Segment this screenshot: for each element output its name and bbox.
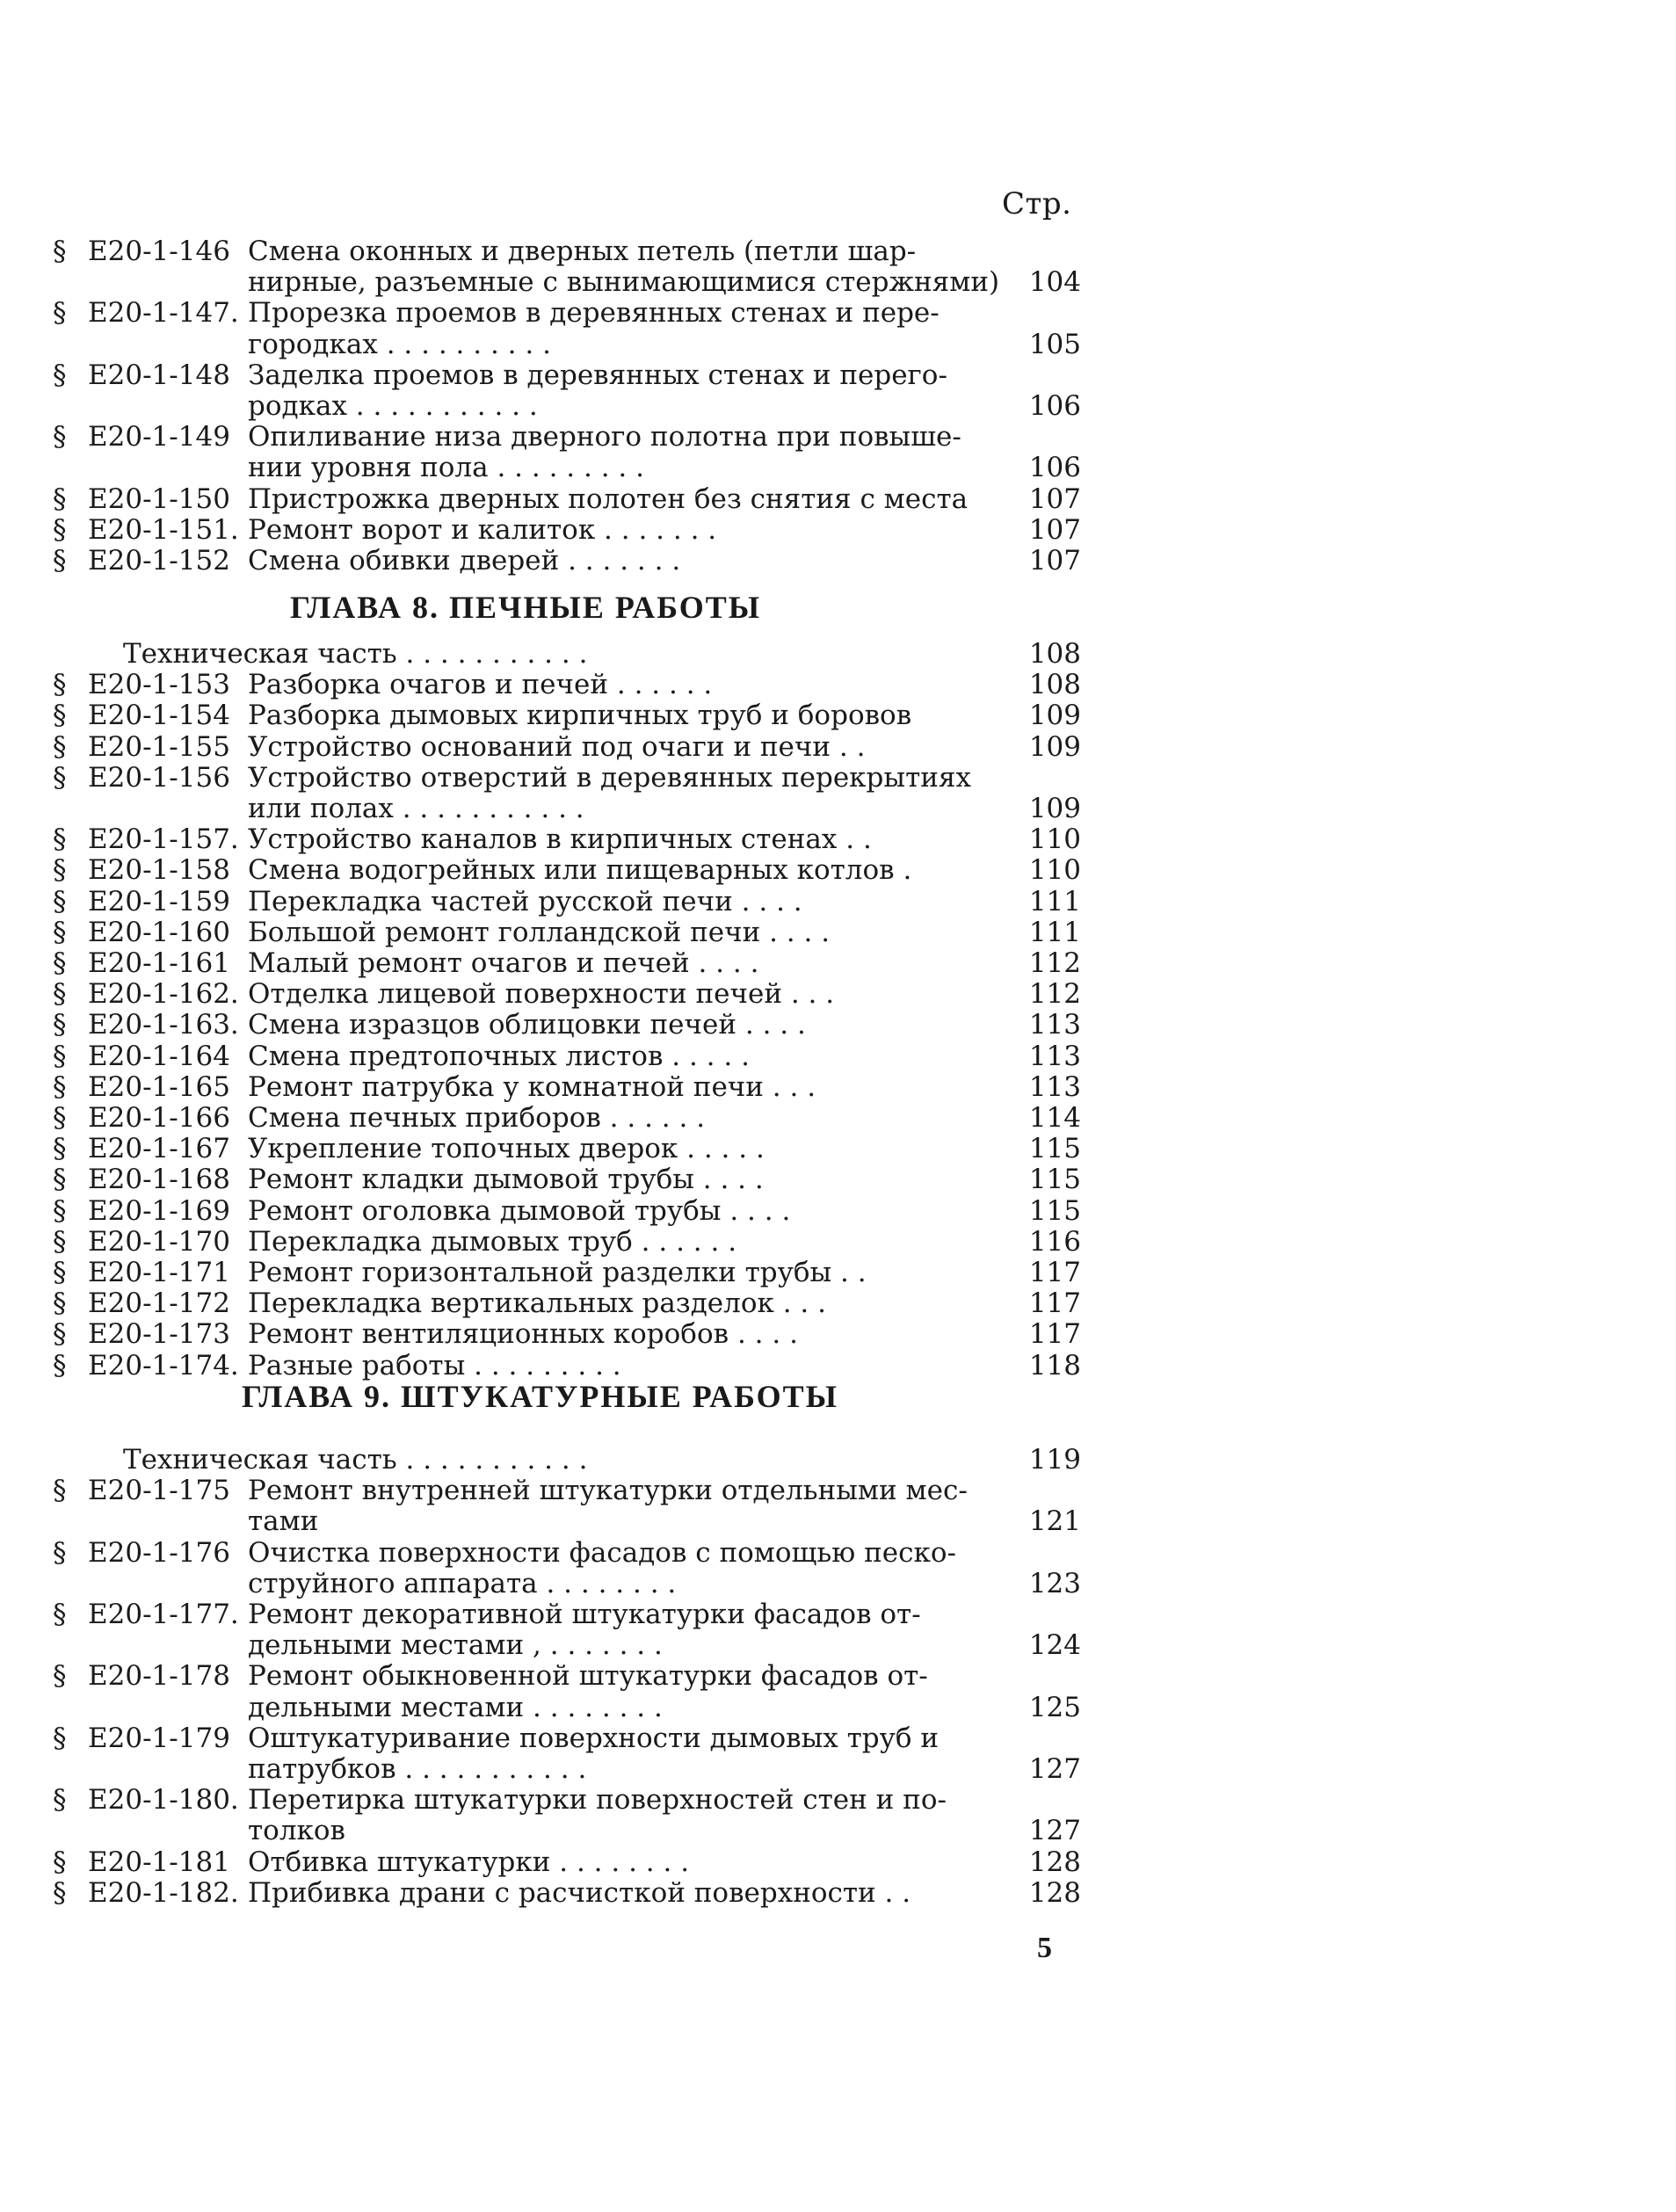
entry-title: нии уровня пола . . . . . . . . . — [248, 452, 644, 484]
entry-title: Прорезка проемов в деревянных стенах и пере- — [248, 297, 940, 330]
section-sign: § — [53, 513, 67, 546]
entry-code: Е20-1-165 — [88, 1070, 230, 1103]
entry-code: Е20-1-176 — [88, 1536, 230, 1569]
section-sign: § — [53, 1287, 67, 1320]
section-sign: § — [53, 823, 67, 856]
entry-title: дельными местами , . . . . . . . — [248, 1629, 663, 1662]
entry-code: Е20-1-178 — [88, 1660, 230, 1693]
entry-title: Смена обивки дверей . . . . . . . — [248, 545, 681, 577]
toc-row — [53, 297, 1081, 329]
toc-row — [53, 1722, 1081, 1754]
entry-code: Е20-1-157. — [88, 823, 239, 856]
section-sign: § — [53, 1070, 67, 1103]
toc-row — [53, 1164, 1081, 1195]
entry-page-number: 109 — [1028, 793, 1081, 824]
entry-title: Оштукатуривание поверхности дымовых труб и — [248, 1722, 940, 1754]
toc-row — [53, 1475, 1081, 1506]
entry-title: Отбивка штукатурки . . . . . . . . — [248, 1846, 690, 1878]
toc-row — [53, 1195, 1081, 1227]
entry-title: Ремонт патрубка у комнатной печи . . . — [248, 1070, 816, 1103]
toc-row — [53, 947, 1081, 979]
toc-row — [53, 1784, 1081, 1816]
section-sign: § — [53, 1225, 67, 1258]
entry-code: Е20-1-155 — [88, 730, 230, 763]
section-sign: § — [53, 885, 67, 917]
toc-row — [53, 1133, 1081, 1164]
entry-title: Перетирка штукатурки поверхностей стен и по- — [248, 1784, 947, 1817]
entry-code: Е20-1-175 — [88, 1475, 230, 1507]
entry-page-number: 108 — [1028, 638, 1081, 670]
entry-title: Малый ремонт очагов и печей . . . . — [248, 947, 759, 979]
section-sign: § — [53, 1194, 67, 1227]
entry-page-number: 115 — [1028, 1164, 1081, 1196]
entry-code: Е20-1-150 — [88, 482, 230, 515]
toc-row — [53, 1629, 1081, 1661]
entry-page-number: 113 — [1028, 1009, 1081, 1041]
entry-code: Е20-1-154 — [88, 700, 230, 732]
entry-code: Е20-1-179 — [88, 1722, 230, 1754]
section-sign: § — [53, 1599, 67, 1630]
section-sign: § — [53, 1722, 67, 1754]
entry-title: Ремонт обыкновенной штукатурки фасадов от- — [248, 1660, 928, 1693]
entry-code: Е20-1-170 — [88, 1225, 230, 1258]
entry-code: Е20-1-158 — [88, 854, 230, 887]
entry-code: Е20-1-177. — [88, 1599, 239, 1630]
entry-code: Е20-1-164 — [88, 1040, 230, 1072]
entry-title: Перекладка дымовых труб . . . . . . — [248, 1225, 737, 1258]
chapter-9-title: ГЛАВА 9. ШТУКАТУРНЫЕ РАБОТЫ — [242, 1379, 839, 1414]
entry-title: Разборка дымовых кирпичных труб и боровов — [248, 700, 912, 732]
section-sign: § — [53, 482, 67, 515]
entry-title: Техническая часть . . . . . . . . . . . — [123, 1444, 588, 1476]
entry-code: Е20-1-152 — [88, 545, 230, 577]
entry-page-number: 109 — [1028, 730, 1081, 763]
section-sign: § — [53, 1784, 67, 1817]
entry-page-number: 110 — [1028, 823, 1081, 856]
entry-title: Ремонт горизонтальной разделки трубы . . — [248, 1257, 867, 1288]
section-sign: § — [53, 236, 67, 267]
toc-row — [53, 638, 1081, 670]
entry-title: Ремонт кладки дымовой трубы . . . . — [248, 1164, 764, 1196]
section-sign: § — [53, 1660, 67, 1693]
entry-title: тами — [248, 1505, 319, 1538]
entry-page-number: 109 — [1028, 700, 1081, 732]
toc-row — [53, 266, 1081, 298]
entry-title: Устройство оснований под очаги и печи . . — [248, 730, 866, 763]
entry-page-number: 108 — [1028, 669, 1081, 701]
entry-code: Е20-1-169 — [88, 1194, 230, 1227]
entry-title: Устройство каналов в кирпичных стенах . . — [248, 823, 872, 856]
entry-title: Смена печных приборов . . . . . . — [248, 1102, 706, 1134]
entry-title: Разные работы . . . . . . . . . — [248, 1349, 621, 1382]
toc-row — [53, 359, 1081, 391]
entry-title: дельными местами . . . . . . . . — [248, 1691, 663, 1723]
section-sign: § — [53, 1318, 67, 1351]
entry-code: Е20-1-172 — [88, 1287, 230, 1320]
entry-page-number: 106 — [1028, 390, 1081, 422]
toc-row — [53, 762, 1081, 794]
toc-row — [53, 545, 1081, 577]
entry-title: родках . . . . . . . . . . . — [248, 390, 538, 422]
entry-code: Е20-1-160 — [88, 916, 230, 948]
toc-row — [53, 700, 1081, 731]
entry-page-number: 116 — [1028, 1225, 1081, 1258]
toc-row — [53, 514, 1081, 546]
entry-code: Е20-1-156 — [88, 761, 230, 794]
toc-row — [53, 483, 1081, 515]
toc-row — [53, 917, 1081, 948]
entry-page-number: 128 — [1028, 1876, 1081, 1909]
entry-page-number: 127 — [1028, 1753, 1081, 1785]
section-sign: § — [53, 1349, 67, 1382]
toc-row — [53, 1444, 1081, 1476]
entry-page-number: 117 — [1028, 1257, 1081, 1288]
entry-title: Перекладка частей русской печи . . . . — [248, 885, 802, 917]
section-sign: § — [53, 700, 67, 732]
entry-page-number: 128 — [1028, 1846, 1081, 1878]
page-column-label: Стр. — [1002, 186, 1072, 221]
entry-title: Смена оконных и дверных петель (петли шар- — [248, 236, 917, 267]
toc-row — [53, 1226, 1081, 1258]
section-sign: § — [53, 1040, 67, 1072]
section-sign: § — [53, 1164, 67, 1196]
entry-title: Укрепление топочных дверок . . . . . — [248, 1133, 765, 1165]
entry-page-number: 110 — [1028, 854, 1081, 887]
entry-title: Опиливание низа дверного полотна при повыше- — [248, 421, 961, 453]
toc-row — [53, 329, 1081, 360]
entry-page-number: 127 — [1028, 1815, 1081, 1847]
entry-code: Е20-1-162. — [88, 978, 239, 1011]
entry-page-number: 115 — [1028, 1133, 1081, 1165]
entry-code: Е20-1-182. — [88, 1876, 239, 1909]
entry-code: Е20-1-174. — [88, 1349, 239, 1382]
entry-page-number: 117 — [1028, 1318, 1081, 1351]
entry-code: Е20-1-159 — [88, 885, 230, 917]
toc-row — [53, 1350, 1081, 1382]
entry-code: Е20-1-163. — [88, 1009, 239, 1041]
toc-row — [53, 1041, 1081, 1072]
entry-code: Е20-1-167 — [88, 1133, 230, 1165]
entry-title: Отделка лицевой поверхности печей . . . — [248, 978, 835, 1011]
entry-title: патрубков . . . . . . . . . . . — [248, 1753, 587, 1785]
entry-title: Устройство отверстий в деревянных перекрытиях — [248, 761, 971, 794]
entry-page-number: 117 — [1028, 1287, 1081, 1320]
entry-title: Ремонт внутренней штукатурки отдельными мес- — [248, 1475, 968, 1507]
entry-title: Ремонт ворот и калиток . . . . . . . — [248, 513, 717, 546]
toc-row — [53, 669, 1081, 700]
entry-page-number: 125 — [1028, 1691, 1081, 1723]
entry-page-number: 121 — [1028, 1505, 1081, 1538]
entry-title: или полах . . . . . . . . . . . — [248, 793, 584, 824]
toc-row — [53, 421, 1081, 453]
entry-page-number: 111 — [1028, 916, 1081, 948]
entry-code: Е20-1-146 — [88, 236, 230, 267]
toc-row — [53, 1846, 1081, 1878]
toc-row — [53, 823, 1081, 855]
toc-row — [53, 731, 1081, 763]
entry-code: Е20-1-171 — [88, 1257, 230, 1288]
entry-code: Е20-1-181 — [88, 1846, 230, 1878]
entry-code: Е20-1-173 — [88, 1318, 230, 1351]
entry-title: Ремонт вентиляционных коробов . . . . — [248, 1318, 798, 1351]
entry-code: Е20-1-168 — [88, 1164, 230, 1196]
toc-row — [53, 1568, 1081, 1599]
section-sign: § — [53, 947, 67, 979]
entry-page-number: 115 — [1028, 1194, 1081, 1227]
entry-title: Ремонт оголовка дымовой трубы . . . . — [248, 1194, 791, 1227]
section-sign: § — [53, 730, 67, 763]
entry-code: Е20-1-180. — [88, 1784, 239, 1817]
toc-row — [53, 1287, 1081, 1319]
section-sign: § — [53, 761, 67, 794]
entry-code: Е20-1-148 — [88, 359, 230, 391]
section-sign: § — [53, 1102, 67, 1134]
entry-page-number: 106 — [1028, 452, 1081, 484]
section-sign: § — [53, 1009, 67, 1041]
entry-code: Е20-1-161 — [88, 947, 230, 979]
entry-title: Очистка поверхности фасадов с помощью песко- — [248, 1536, 956, 1569]
entry-title: толков — [248, 1815, 345, 1847]
entry-page-number: 104 — [1028, 266, 1081, 299]
entry-title: Пристрожка дверных полотен без снятия с места — [248, 482, 969, 515]
toc-row — [53, 1877, 1081, 1909]
entry-page-number: 105 — [1028, 328, 1081, 360]
toc-row — [53, 1505, 1081, 1537]
toc-row — [53, 1692, 1081, 1723]
section-sign: § — [53, 978, 67, 1011]
section-sign: § — [53, 359, 67, 391]
entry-title: Смена изразцов облицовки печей . . . . — [248, 1009, 806, 1041]
toc-row — [53, 854, 1081, 886]
toc-row — [53, 1537, 1081, 1569]
entry-code: Е20-1-149 — [88, 421, 230, 453]
toc-row — [53, 1102, 1081, 1134]
entry-title: Разборка очагов и печей . . . . . . — [248, 669, 713, 701]
section-sign: § — [53, 1876, 67, 1909]
toc-row — [53, 1660, 1081, 1692]
section-sign: § — [53, 421, 67, 453]
entry-page-number: 111 — [1028, 885, 1081, 917]
entry-title: городках . . . . . . . . . . — [248, 328, 551, 360]
entry-title: Большой ремонт голландской печи . . . . — [248, 916, 831, 948]
entry-title: Смена предтопочных листов . . . . . — [248, 1040, 750, 1072]
toc-row — [53, 886, 1081, 917]
toc-row — [53, 390, 1081, 422]
toc-row — [53, 1318, 1081, 1350]
entry-title: нирные, разъемные с вынимающимися стержнями) — [248, 266, 1000, 299]
entry-title: Смена водогрейных или пищеварных котлов . — [248, 854, 912, 887]
section-sign: § — [53, 669, 67, 701]
entry-page-number: 113 — [1028, 1040, 1081, 1072]
toc-row — [53, 1071, 1081, 1103]
page-number: 5 — [1037, 1932, 1052, 1964]
toc-row — [53, 1815, 1081, 1846]
section-sign: § — [53, 1846, 67, 1878]
entry-page-number: 112 — [1028, 947, 1081, 979]
entry-page-number: 112 — [1028, 978, 1081, 1011]
section-sign: § — [53, 1257, 67, 1288]
toc-row — [53, 1257, 1081, 1288]
toc-row — [53, 452, 1081, 483]
entry-page-number: 107 — [1028, 545, 1081, 577]
toc-row — [53, 1009, 1081, 1041]
toc-row — [53, 236, 1081, 267]
entry-page-number: 123 — [1028, 1567, 1081, 1599]
entry-page-number: 124 — [1028, 1629, 1081, 1662]
entry-code: Е20-1-147. — [88, 297, 239, 330]
toc-row — [53, 978, 1081, 1010]
entry-page-number: 107 — [1028, 482, 1081, 515]
toc-row — [53, 1753, 1081, 1785]
entry-title: Перекладка вертикальных разделок . . . — [248, 1287, 826, 1320]
chapter-8-title: ГЛАВА 8. ПЕЧНЫЕ РАБОТЫ — [290, 590, 762, 625]
entry-code: Е20-1-153 — [88, 669, 230, 701]
section-sign: § — [53, 297, 67, 330]
entry-title: струйного аппарата . . . . . . . . — [248, 1567, 677, 1599]
section-sign: § — [53, 1536, 67, 1569]
section-sign: § — [53, 545, 67, 577]
entry-title: Ремонт декоративной штукатурки фасадов от- — [248, 1599, 921, 1630]
entry-page-number: 118 — [1028, 1349, 1081, 1382]
section-sign: § — [53, 916, 67, 948]
section-sign: § — [53, 1475, 67, 1507]
toc-row — [53, 1599, 1081, 1630]
entry-page-number: 114 — [1028, 1102, 1081, 1134]
toc-row — [53, 793, 1081, 824]
entry-page-number: 119 — [1028, 1444, 1081, 1476]
section-sign: § — [53, 1133, 67, 1165]
section-sign: § — [53, 854, 67, 887]
entry-page-number: 113 — [1028, 1070, 1081, 1103]
entry-code: Е20-1-166 — [88, 1102, 230, 1134]
entry-code: Е20-1-151. — [88, 513, 239, 546]
entry-title: Прибивка драни с расчисткой поверхности . . — [248, 1876, 911, 1909]
entry-title: Техническая часть . . . . . . . . . . . — [123, 638, 588, 670]
entry-page-number: 107 — [1028, 513, 1081, 546]
entry-title: Заделка проемов в деревянных стенах и перего- — [248, 359, 947, 391]
